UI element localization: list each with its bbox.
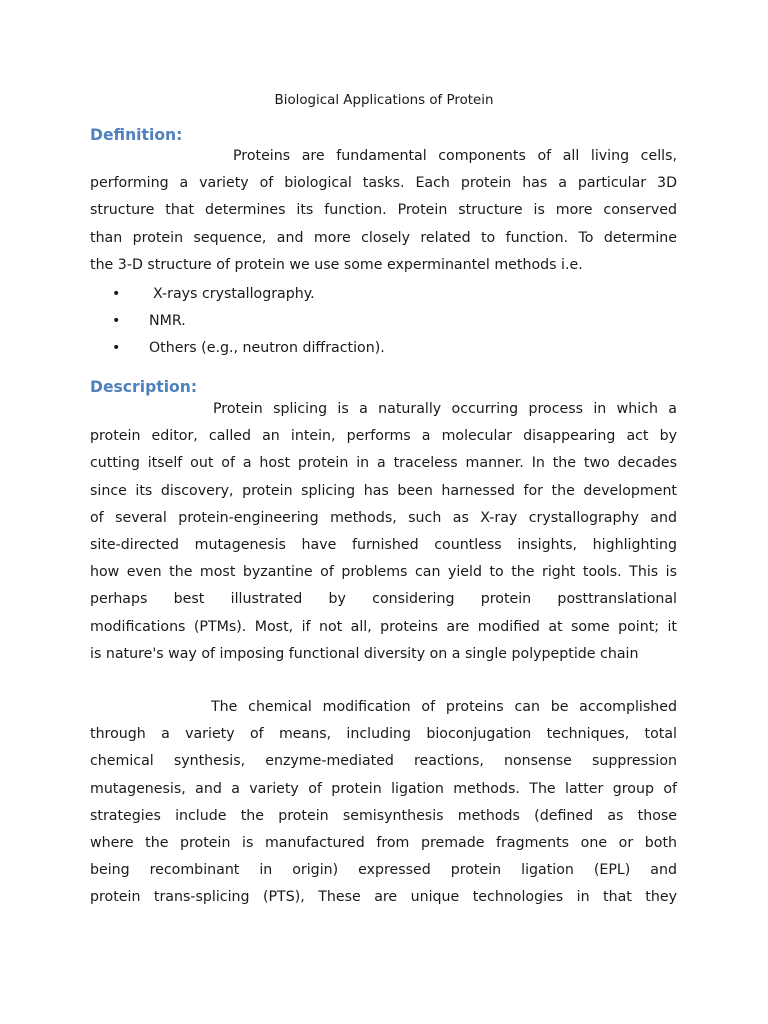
- definition-line: than protein sequence, and more closely related to function. To determine: [90, 229, 677, 246]
- bullet-icon: •: [112, 340, 121, 357]
- definition-paragraph: [90, 143, 677, 279]
- description-line: perhaps best illustrated by considering protein posttranslational: [90, 591, 677, 608]
- definition-line: performing a variety of biological tasks. Each protein has a particular 3D: [90, 175, 677, 192]
- description-line: site-directed mutagenesis have furnished countless insights, highlighting: [90, 536, 677, 553]
- modification-paragraph: [90, 694, 677, 912]
- modification-line: where the protein is manufactured from premade fragments one or both: [90, 834, 677, 851]
- description-line: Protein splicing is a naturally occurring process in which a: [213, 401, 677, 417]
- modification-line: strategies include the protein semisynthesis methods (defined as those: [90, 807, 677, 824]
- definition-line: the 3-D structure of protein we use some experminantel methods i.e.: [90, 256, 583, 273]
- modification-line: being recombinant in origin) expressed protein ligation (EPL) and: [90, 862, 677, 879]
- description-line: of several protein-engineering methods, such as X-ray crystallography and: [90, 509, 677, 526]
- list-item-text: X-rays crystallography.: [153, 286, 315, 302]
- definition-line: structure that determines its function. Protein structure is more conserved: [90, 202, 677, 219]
- modification-line: through a variety of means, including bioconjugation techniques, total: [90, 726, 677, 743]
- definition-line: Proteins are fundamental components of all living cells,: [233, 148, 677, 164]
- definition-heading: Definition:: [90, 126, 183, 144]
- description-line: protein editor, called an intein, performs a molecular disappearing act by: [90, 428, 677, 445]
- list-item-text: Others (e.g., neutron diffraction).: [149, 340, 385, 357]
- description-line: modifications (PTMs). Most, if not all, proteins are modified at some point; it: [90, 618, 677, 635]
- description-line: cutting itself out of a host protein in a traceless manner. In the two decades: [90, 455, 677, 472]
- modification-line: protein trans-splicing (PTS), These are unique technologies in that they: [90, 889, 677, 906]
- bullet-icon: •: [112, 313, 121, 330]
- description-line: how even the most byzantine of problems can yield to the right tools. This is: [90, 564, 677, 581]
- description-heading: Description:: [90, 378, 198, 396]
- modification-line: The chemical modification of proteins can be accomplished: [211, 699, 677, 715]
- modification-line: chemical synthesis, enzyme-mediated reactions, nonsense suppression: [90, 753, 677, 770]
- description-line: since its discovery, protein splicing has been harnessed for the development: [90, 482, 677, 499]
- description-paragraph: [90, 396, 677, 668]
- bullet-icon: •: [112, 286, 121, 302]
- document-title: Biological Applications of Protein: [274, 93, 494, 108]
- list-item-text: NMR.: [149, 313, 186, 330]
- modification-line: mutagenesis, and a variety of protein ligation methods. The latter group of: [90, 780, 677, 797]
- description-line: is nature's way of imposing functional diversity on a single polypeptide chain: [90, 645, 639, 662]
